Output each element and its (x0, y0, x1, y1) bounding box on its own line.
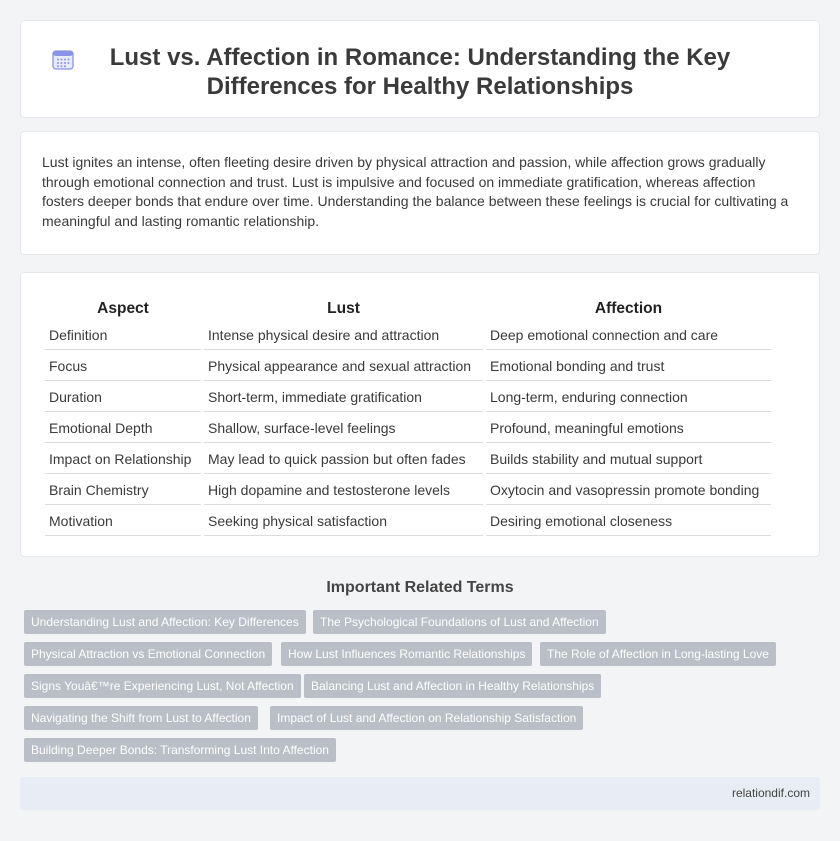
related-terms-title: Important Related Terms (326, 579, 514, 596)
related-tag[interactable]: How Lust Influences Romantic Relationships (281, 642, 532, 666)
page-title: Lust vs. Affection in Romance: Understanding the Key Differences for Healthy Relationships (109, 44, 731, 100)
cell-aspect: Impact on Relationship (45, 445, 201, 474)
cell-aspect: Emotional Depth (45, 414, 201, 443)
cell-aspect: Motivation (45, 507, 201, 536)
cell-lust: Physical appearance and sexual attraction (204, 352, 483, 381)
header-aspect: Aspect (97, 300, 149, 317)
related-tag[interactable]: Building Deeper Bonds: Transforming Lust Into Affection (24, 738, 336, 762)
cell-affection: Desiring emotional closeness (486, 507, 771, 536)
cell-lust: Shallow, surface-level feelings (204, 414, 483, 443)
cell-aspect: Focus (45, 352, 201, 381)
intro-text: Lust ignites an intense, often fleeting desire driven by physical attraction and passion, while affection grows gradually through emotional connection and trust. Lust is impulsive and focused on immediate gratification, whereas affection fosters deeper bonds that endure over time. Understanding the balance between these feelings is crucial for cultivating a meaningful and lasting romantic relationship. (42, 154, 789, 229)
related-tag[interactable]: Physical Attraction vs Emotional Connection (24, 642, 272, 666)
cell-lust: High dopamine and testosterone levels (204, 476, 483, 505)
cell-aspect: Duration (45, 383, 201, 412)
cell-affection: Builds stability and mutual support (486, 445, 771, 474)
cell-lust: Short-term, immediate gratification (204, 383, 483, 412)
cell-lust: May lead to quick passion but often fades (204, 445, 483, 474)
cell-affection: Emotional bonding and trust (486, 352, 771, 381)
footer-site-link[interactable]: relationdif.com (731, 786, 810, 800)
table-row (45, 507, 771, 536)
related-tag[interactable]: The Role of Affection in Long-lasting Love (540, 642, 776, 666)
comparison-table (42, 295, 774, 538)
comparison-card (20, 272, 820, 557)
table-row (45, 445, 771, 474)
related-tag[interactable]: Signs Youâ€™re Experiencing Lust, Not Affection (24, 674, 301, 698)
related-tag[interactable]: Understanding Lust and Affection: Key Differences (24, 610, 306, 634)
footer (20, 777, 820, 810)
header-card (20, 20, 820, 118)
table-row (45, 321, 771, 350)
table-row (45, 476, 771, 505)
table-row (45, 383, 771, 412)
related-tag[interactable]: Impact of Lust and Affection on Relationship Satisfaction (270, 706, 583, 730)
related-tag[interactable]: Balancing Lust and Affection in Healthy Relationships (304, 674, 601, 698)
table-row (45, 414, 771, 443)
header-lust: Lust (327, 300, 360, 317)
table-header-row (45, 297, 771, 319)
cell-affection: Profound, meaningful emotions (486, 414, 771, 443)
cell-affection: Deep emotional connection and care (486, 321, 771, 350)
intro-card (20, 131, 820, 255)
related-tag[interactable]: Navigating the Shift from Lust to Affection (24, 706, 258, 730)
cell-affection: Oxytocin and vasopressin promote bonding (486, 476, 771, 505)
header-affection: Affection (594, 300, 663, 317)
cell-aspect: Definition (45, 321, 201, 350)
cell-lust: Intense physical desire and attraction (204, 321, 483, 350)
cell-aspect: Brain Chemistry (45, 476, 201, 505)
cell-lust: Seeking physical satisfaction (204, 507, 483, 536)
related-tag[interactable]: The Psychological Foundations of Lust and Affection (313, 610, 606, 634)
table-row (45, 352, 771, 381)
cell-affection: Long-term, enduring connection (486, 383, 771, 412)
